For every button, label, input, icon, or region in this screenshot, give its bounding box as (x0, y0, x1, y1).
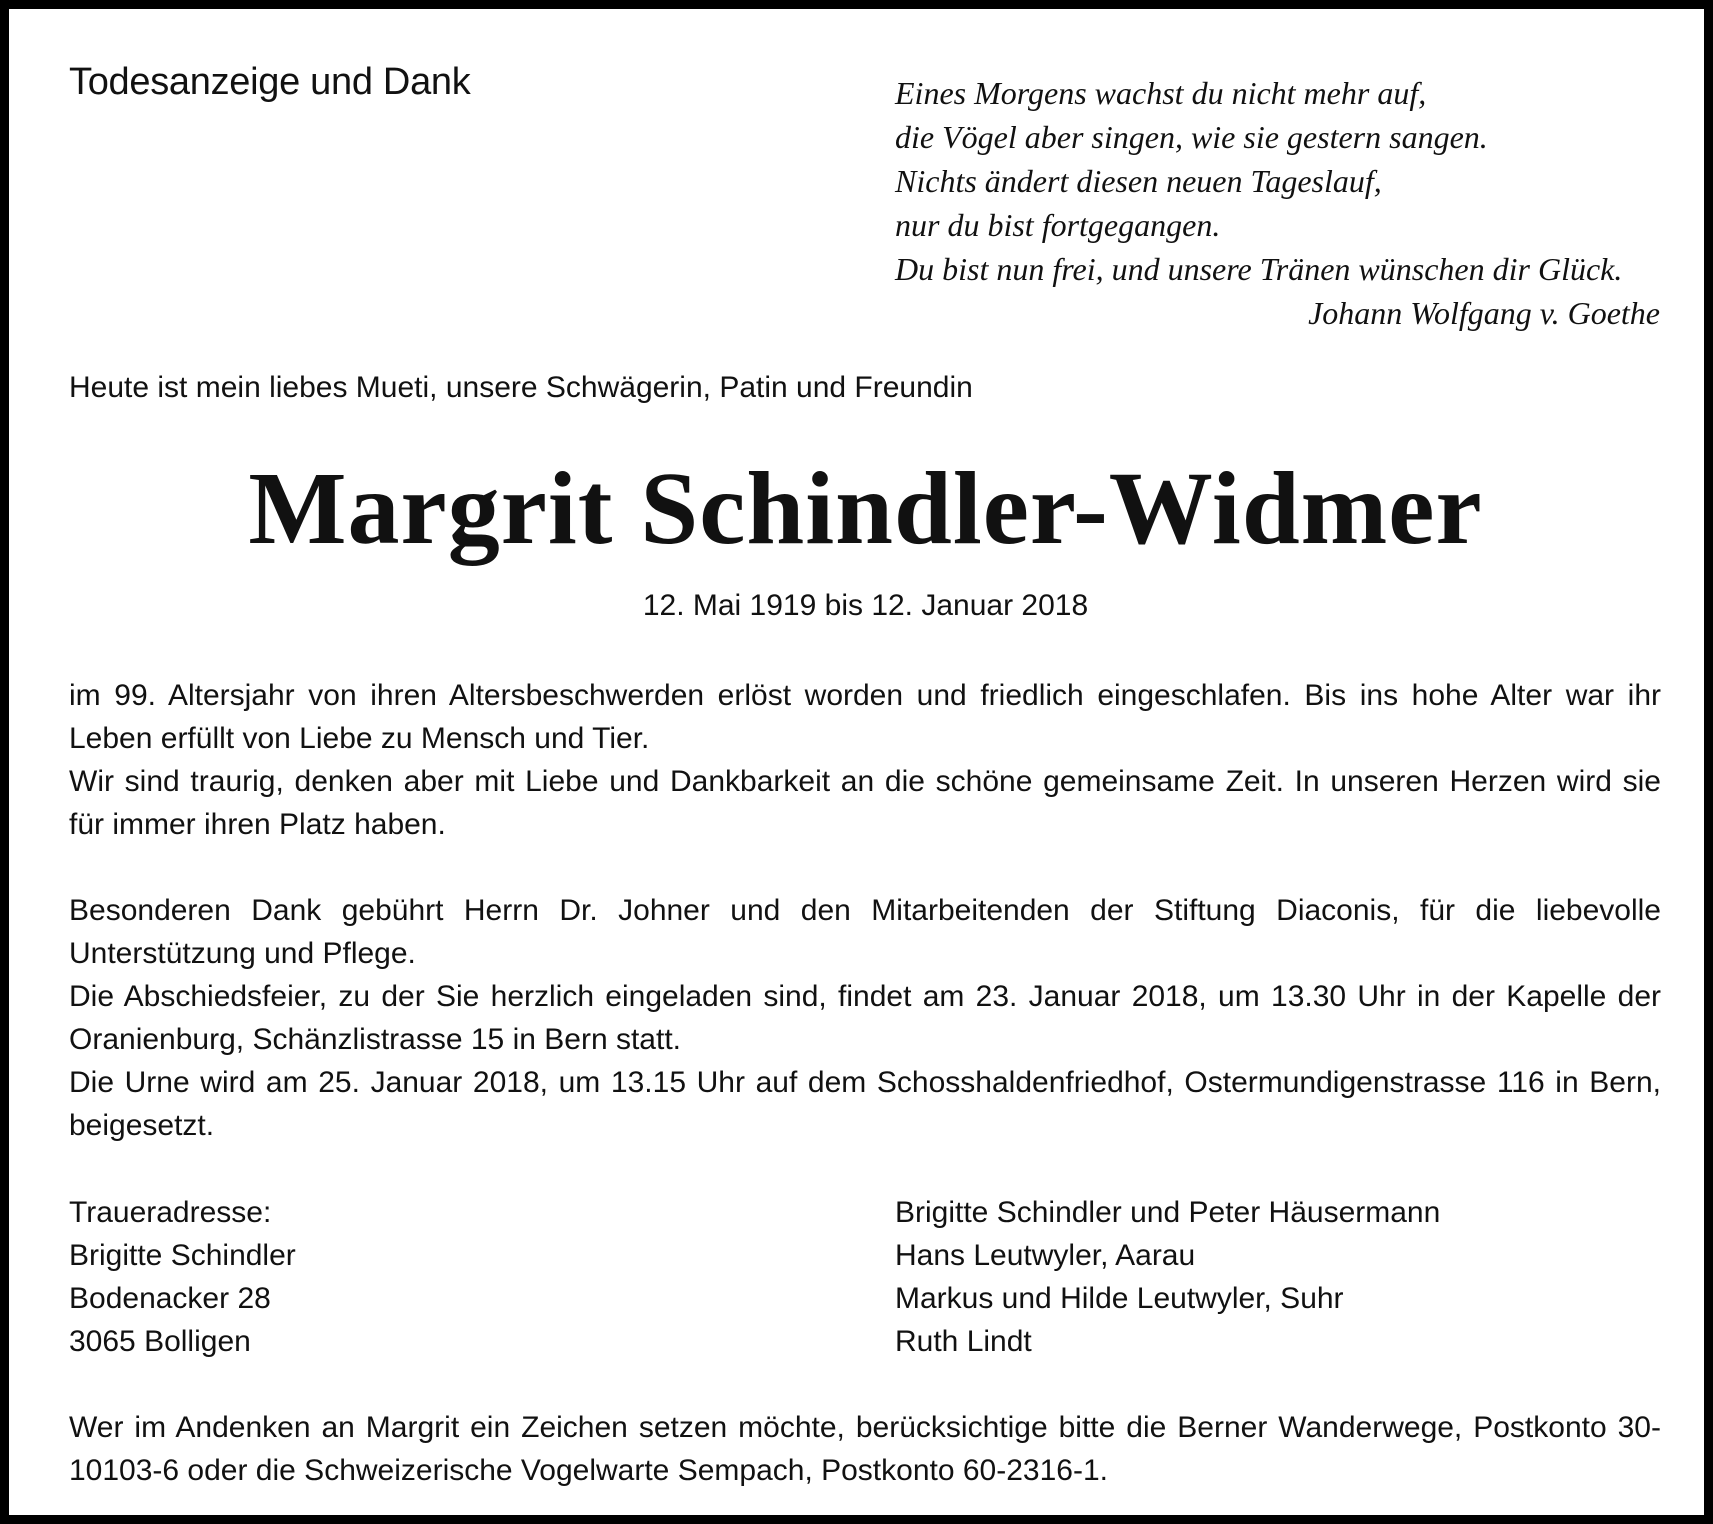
mourner-item: Brigitte Schindler und Peter Häusermann (895, 1196, 1441, 1229)
mourners-list (895, 1191, 1440, 1363)
intro-text: Heute ist mein liebes Mueti, unsere Schwägerin, Patin und Freundin (69, 371, 973, 404)
poem (895, 71, 1665, 335)
address-city: 3065 Bolligen (69, 1325, 251, 1358)
poem-line: Eines Morgens wachst du nicht mehr auf, (895, 75, 1427, 111)
donation-note: Wer im Andenken an Margrit ein Zeichen setzen möchte, berücksichtige bitte die Berner Wanderwege, Postkonto 30-10103-6 oder die Schweizerische Vogelwarte Sempach, Postkonto 60-2316-1. (69, 1411, 1661, 1487)
poem-line: die Vögel aber singen, wie sie gestern sangen. (895, 119, 1488, 155)
body-text: im 99. Altersjahr von ihren Altersbeschwerden erlöst worden und friedlich eingeschlafen. Bis ins hohe Alter war ihr Leben erfüllt von Liebe zu Mensch und Tier. (69, 679, 1661, 755)
poem-line: Nichts ändert diesen neuen Tageslauf, (895, 163, 1382, 199)
ceremony-text: Die Abschiedsfeier, zu der Sie herzlich eingeladen sind, findet am 23. Januar 2018, um 13.30 Uhr in der Kapelle der Oranienburg, Schänzlistrasse 15 in Bern statt. (69, 980, 1661, 1056)
poem-line: nur du bist fortgegangen. (895, 207, 1221, 243)
mourner-item: Ruth Lindt (895, 1325, 1032, 1358)
mourner-item: Markus und Hilde Leutwyler, Suhr (895, 1282, 1344, 1315)
address-street: Bodenacker 28 (69, 1282, 271, 1315)
poem-author: Johann Wolfgang v. Goethe (1308, 295, 1660, 331)
poem-line: Du bist nun frei, und unsere Tränen wünschen dir Glück. (895, 251, 1623, 287)
thanks-text: Besonderen Dank gebührt Herrn Dr. Johner und den Mitarbeitenden der Stiftung Diaconis, für die liebevolle Unterstützung und Pflege. (69, 894, 1661, 970)
body-paragraph-1 (69, 674, 1661, 846)
body-text: Wir sind traurig, denken aber mit Liebe und Dankbarkeit an die schöne gemeinsame Zeit. In unseren Herzen wird sie für immer ihren Platz haben. (69, 765, 1661, 841)
life-dates: 12. Mai 1919 bis 12. Januar 2018 (642, 589, 1089, 622)
mourner-item: Hans Leutwyler, Aarau (895, 1239, 1196, 1272)
deceased-name: Margrit Schindler-Widmer (248, 451, 1483, 566)
notice-heading: Todesanzeige und Dank (69, 61, 471, 103)
address-name: Brigitte Schindler (69, 1239, 296, 1272)
body-paragraph-2 (69, 889, 1661, 1147)
mourning-address (69, 1191, 296, 1363)
address-label: Traueradresse: (69, 1196, 272, 1229)
burial-text: Die Urne wird am 25. Januar 2018, um 13.15 Uhr auf dem Schosshaldenfriedhof, Ostermundigenstrasse 116 in Bern, beigesetzt. (69, 1066, 1661, 1142)
